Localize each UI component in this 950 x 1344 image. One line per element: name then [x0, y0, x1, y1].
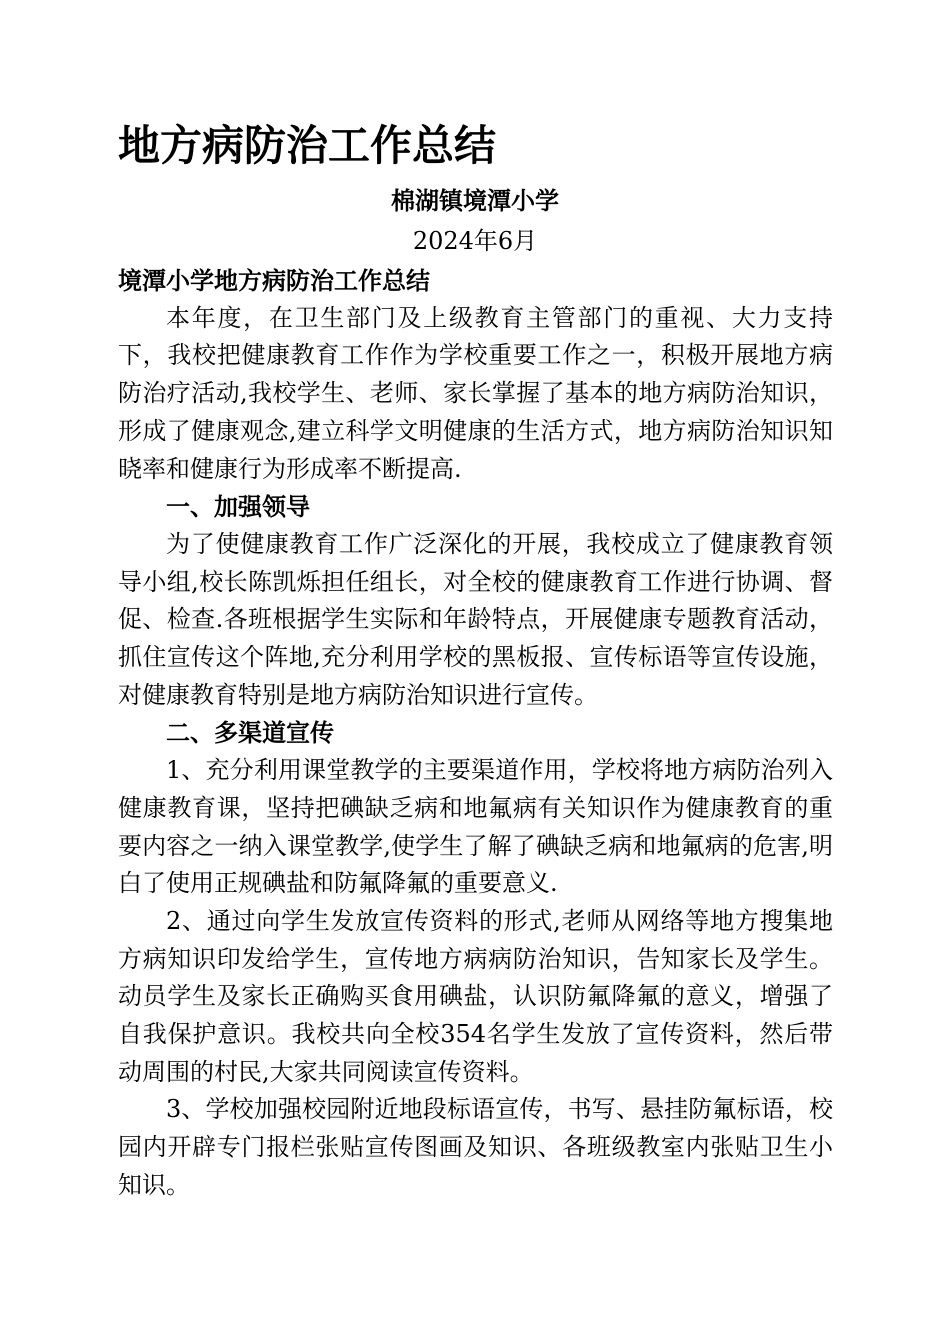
publicity-paragraph-3: 3、学校加强校园附近地段标语宣传，书写、悬挂防氟标语，校园内开辟专门报栏张贴宣传图画及知识、各班级教室内张贴卫生小知识。 [118, 1095, 833, 1199]
publicity-paragraph-2: 2、通过向学生发放宣传资料的形式,老师从网络等地方搜集地方病知识印发给学生，宣传地方病病防治知识，告知家长及学生。动员学生及家长正确购买食用碘盐，认识防氟降氟的意义，增强了自我保护意识。我校共向全校354名学生发放了宣传资料，然后带动周围的村民,大家共同阅读宣传资料。 [118, 906, 833, 1086]
publicity-paragraph-1: 1、充分利用课堂教学的主要渠道作用，学校将地方病防治列入健康教育课，坚持把碘缺乏病和地氟病有关知识作为健康教育的重要内容之一纳入课堂教学,使学生了解了碘缺乏病和地氟病的危害,明白了使用正规碘盐和防氟降氟的重要意义. [118, 756, 833, 898]
organization-name: 棉湖镇境潭小学 [391, 186, 559, 215]
section-heading-publicity: 二、多渠道宣传 [166, 718, 334, 748]
document-date: 2024年6月 [412, 227, 538, 255]
intro-paragraph: 本年度，在卫生部门及上级教育主管部门的重视、大力支持下，我校把健康教育工作作为学校重要工作之一，积极开展地方病防治疗活动,我校学生、老师、家长掌握了基本的地方病防治知识，形成了健康观念,建立科学文明健康的生活方式，地方病防治知识知晓率和健康行为形成率不断提高. [118, 303, 833, 483]
report-subtitle: 境潭小学地方病防治工作总结 [118, 266, 430, 295]
document-body [118, 262, 833, 1205]
section-heading-leadership: 一、加强领导 [166, 492, 310, 522]
document-title: 地方病防治工作总结 [118, 121, 497, 170]
leadership-paragraph: 为了使健康教育工作广泛深化的开展，我校成立了健康教育领导小组,校长陈凯烁担任组长，对全校的健康教育工作进行协调、督促、检查.各班根据学生实际和年龄特点，开展健康专题教育活动，抓住宣传这个阵地,充分利用学校的黑板报、宣传标语等宣传设施，对健康教育特别是地方病防治知识进行宣传。 [118, 529, 833, 709]
